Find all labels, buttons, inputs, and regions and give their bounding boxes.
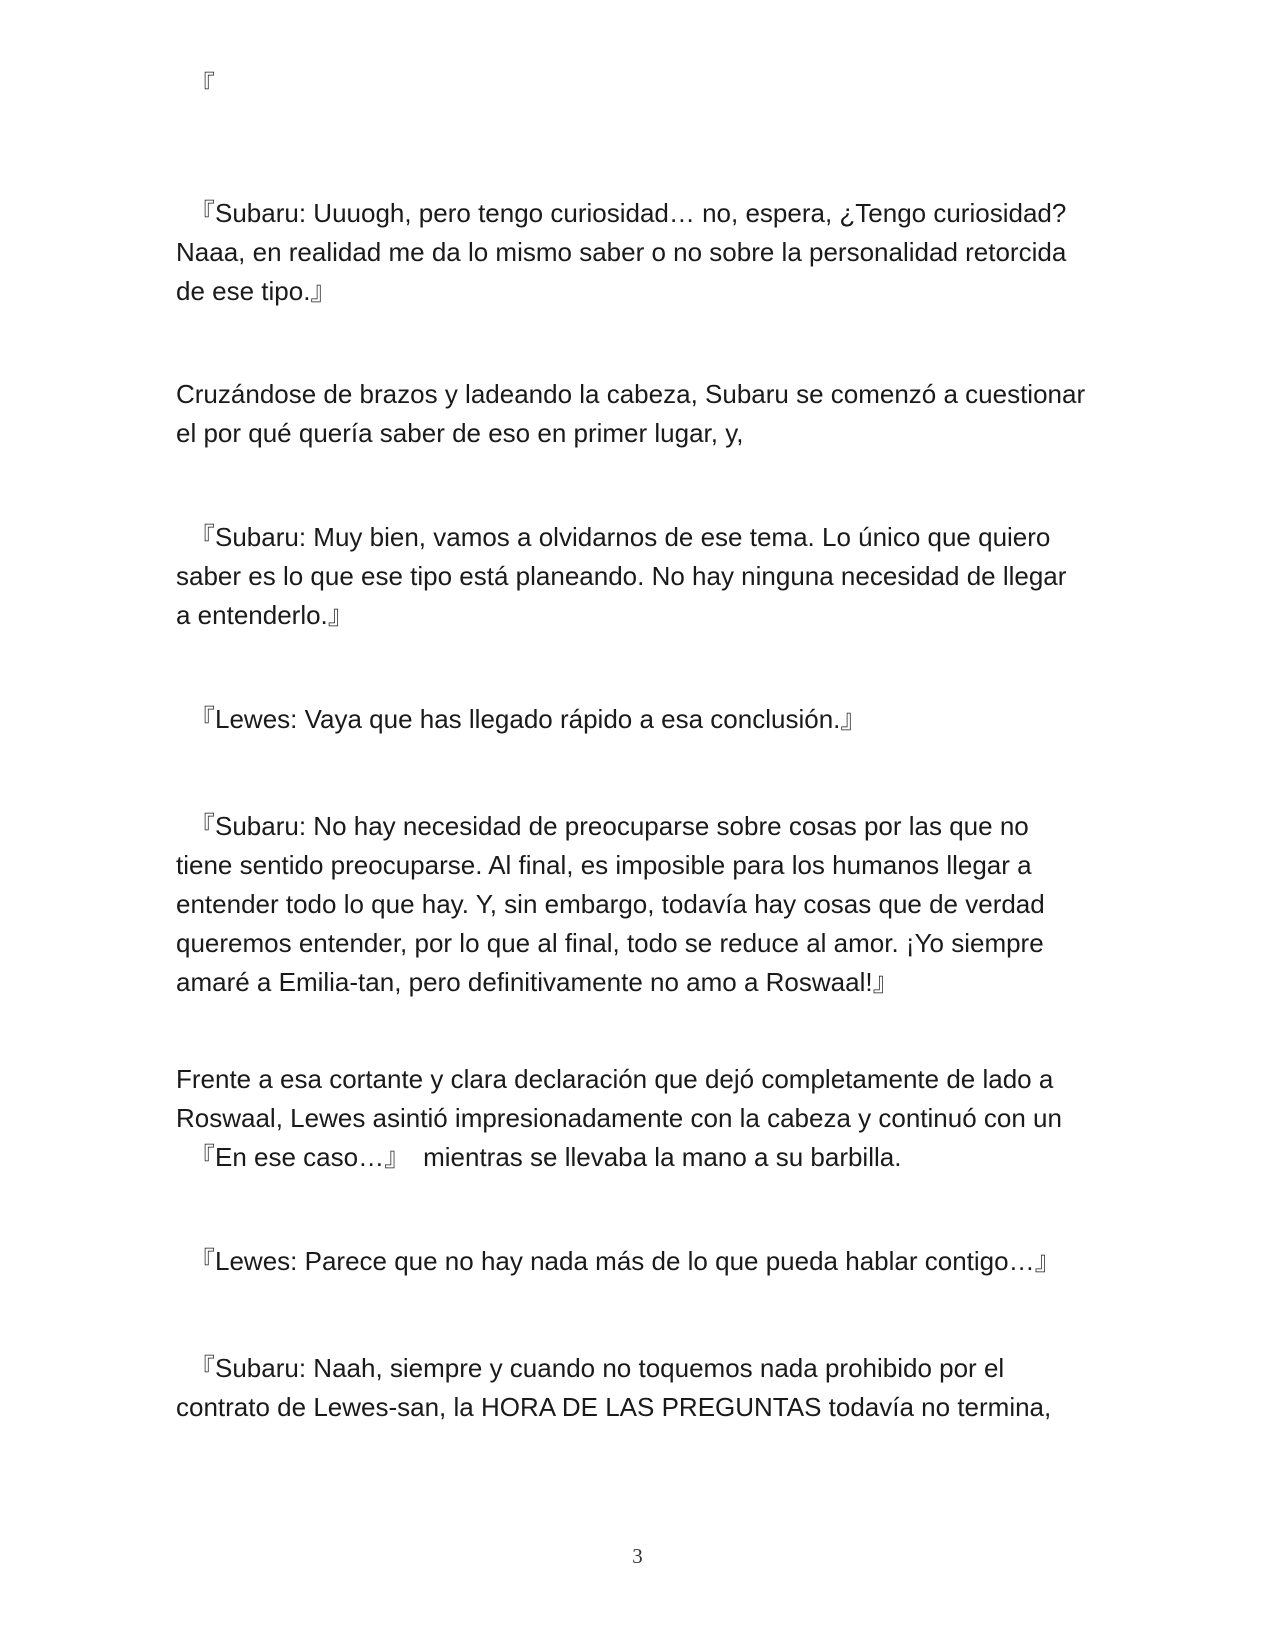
text-line: Cruzándose de brazos y ladeando la cabeza, Subaru se comenzó a cuestionar (176, 379, 1086, 409)
text-line: amaré a Emilia-tan, pero definitivamente no amo a Roswaal!』 (176, 967, 899, 997)
text-line: el por qué quería saber de eso en primer lugar, y, (176, 418, 744, 448)
text-line: Frente a esa cortante y clara declaración que dejó completamente de lado a (176, 1064, 1054, 1094)
text-line: entender todo lo que hay. Y, sin embargo, todavía hay cosas que de verdad (176, 889, 1045, 919)
paragraph-narration-crossing-arms (176, 375, 1096, 453)
text-line: 『Subaru: Uuuogh, pero tengo curiosidad… no, espera, ¿Tengo curiosidad? (176, 198, 1067, 228)
paragraph-lewes-conclusion (176, 700, 1096, 739)
text-line: saber es lo que ese tipo está planeando. No hay ninguna necesidad de llegar (176, 561, 1067, 591)
text-line: queremos entender, por lo que al final, todo se reduce al amor. ¡Yo siempre (176, 928, 1044, 958)
text-line: 『Lewes: Vaya que has llegado rápido a esa conclusión.』 (176, 704, 867, 734)
paragraph-subaru-curiosity (176, 194, 1096, 311)
text-line: 『Subaru: No hay necesidad de preocuparse sobre cosas por las que no (176, 811, 1029, 841)
text-line: 『 (176, 70, 216, 100)
text-line: de ese tipo.』 (176, 276, 337, 306)
text-line: Roswaal, Lewes asintió impresionadamente con la cabeza y continuó con un (176, 1103, 1062, 1133)
paragraph-subaru-questions-hour (176, 1349, 1096, 1427)
paragraph-opening-bracket (176, 66, 1096, 105)
paragraph-lewes-nothing-more (176, 1242, 1096, 1281)
text-line: contrato de Lewes-san, la HORA DE LAS PREGUNTAS todavía no termina, (176, 1392, 1052, 1422)
text-line: tiene sentido preocuparse. Al final, es imposible para los humanos llegar a (176, 850, 1032, 880)
text-line: 『En ese caso…』 mientras se llevaba la mano a su barbilla. (176, 1142, 902, 1172)
text-line: 『Subaru: Muy bien, vamos a olvidarnos de ese tema. Lo único que quiero (176, 522, 1051, 552)
paragraph-narration-lewes-nods (176, 1060, 1096, 1177)
paragraph-subaru-love (176, 807, 1096, 1002)
text-line: Naaa, en realidad me da lo mismo saber o no sobre la personalidad retorcida (176, 237, 1067, 267)
page-number: 3 (632, 1544, 643, 1568)
text-line: a entenderlo.』 (176, 600, 354, 630)
text-line: 『Lewes: Parece que no hay nada más de lo que pueda hablar contigo…』 (176, 1246, 1061, 1276)
paragraph-subaru-forget-topic (176, 518, 1096, 635)
text-line: 『Subaru: Naah, siempre y cuando no toquemos nada prohibido por el (176, 1353, 1005, 1383)
